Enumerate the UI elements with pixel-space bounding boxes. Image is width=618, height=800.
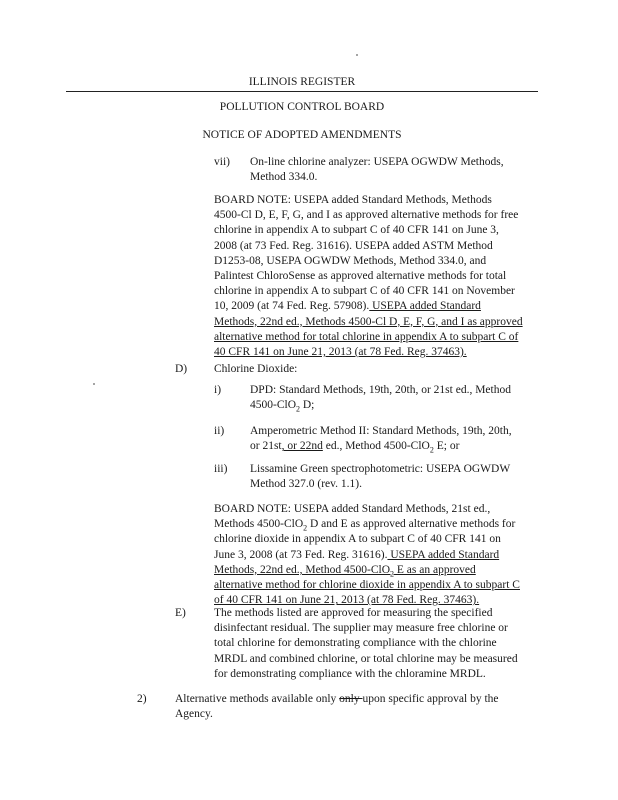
amendment-insert: USEPA added Standard: [387, 548, 500, 561]
item-vii-label: vii): [214, 156, 230, 168]
amendment-insert: , or 22nd: [281, 440, 323, 453]
para-line: MRDL and combined chlorine, or total chlorine may be measured: [214, 652, 518, 665]
item-i-label: i): [214, 384, 222, 396]
item-ii-text: [250, 424, 512, 454]
item-line: Lissamine Green spectrophotometric: USEPA OGWDW: [250, 463, 511, 475]
text-run: Methods 4500-ClO: [214, 518, 304, 531]
notice-title: NOTICE OF ADOPTED AMENDMENTS: [202, 129, 402, 141]
note-line: chlorine dioxide in appendix A to subpart C of 40 CFR 141 on: [214, 533, 501, 546]
item-ii-label: ii): [214, 425, 225, 437]
text-run: June 3, 2008 (at 73 Fed. Reg. 31616).: [214, 548, 388, 561]
section-d-label: D): [175, 363, 188, 375]
amendment-insert: 40 CFR 141 on June 21, 2013 (at 78 Fed. Reg. 37463).: [214, 346, 467, 359]
text-run: Alternative methods available only: [175, 693, 340, 705]
para-line: total chlorine for demonstrating compliance with the chlorine: [214, 637, 497, 650]
note-line: [214, 548, 520, 563]
item-iii-label: iii): [214, 463, 228, 475]
board-note-1: [214, 193, 523, 360]
note-line: [214, 517, 520, 532]
item-line: [250, 439, 512, 454]
item-iii-text: [250, 462, 510, 492]
item-vii-line: On-line chlorine analyzer: USEPA OGWDW Methods,: [250, 156, 504, 168]
note-line: BOARD NOTE: USEPA added Standard Methods, Methods: [214, 194, 492, 206]
amendment-insert: alternative method for chlorine dioxide in appendix A to subpart C: [214, 579, 520, 592]
amendment-deletion: only: [339, 693, 363, 705]
board-note-2: [214, 502, 520, 608]
text-run: or 21st: [250, 440, 282, 453]
para-line: for demonstrating compliance with the chloramine MRDL.: [214, 667, 486, 680]
section-e-text: [214, 606, 518, 682]
item-i-text: [250, 383, 511, 413]
item-line: Method 327.0 (rev. 1.1).: [250, 478, 362, 491]
note-line: chlorine in appendix A to subpart C of 40 CFR 141 on November: [214, 285, 515, 298]
text-run: ed., Method 4500-ClO: [322, 440, 430, 453]
note-line: [214, 299, 523, 314]
para-line: [175, 692, 499, 707]
item-line: DPD: Standard Methods, 19th, 20th, or 21st ed., Method: [250, 384, 511, 396]
amendment-insert: [214, 563, 520, 578]
note-line: chlorine in appendix A to subpart C of 40 CFR 141 on June 3,: [214, 224, 499, 237]
scan-speck: [356, 54, 358, 56]
note-line: D1253-08, USEPA OGWDW Methods, Method 334.0, and: [214, 254, 487, 267]
subscript: 2: [296, 404, 300, 414]
para-line: disinfectant residual. The supplier may measure free chlorine or: [214, 622, 508, 635]
item-line: Amperometric Method II: Standard Methods, 19th, 20th,: [250, 425, 512, 437]
section-2-label: 2): [137, 693, 147, 705]
para-line: The methods listed are approved for measuring the specified: [214, 607, 493, 619]
note-text: 10, 2009 (at 74 Fed. Reg. 57908).: [214, 300, 370, 313]
item-vii-line: Method 334.0.: [250, 171, 318, 184]
subscript: 2: [303, 523, 308, 533]
section-2-text: [175, 692, 499, 722]
header-rule: [66, 91, 538, 92]
section-e-label: E): [175, 607, 186, 619]
amendment-insert: of 40 CFR 141 on June 21, 2013 (at 78 Fed. Reg. 37463).: [214, 594, 480, 607]
note-line: 4500-Cl D, E, F, G, and I as approved alternative methods for free: [214, 209, 519, 222]
scan-speck: [93, 383, 95, 385]
text-run: E; or: [433, 440, 460, 453]
board-title: POLLUTION CONTROL BOARD: [219, 101, 385, 113]
section-d-title: Chlorine Dioxide:: [214, 363, 298, 375]
item-vii-text: [250, 155, 504, 185]
subscript: 2: [390, 569, 395, 579]
text-run: upon specific approval by the: [362, 693, 499, 705]
para-line: Agency.: [175, 708, 213, 721]
subscript: 2: [429, 445, 434, 455]
note-line: 2008 (at 73 Fed. Reg. 31616). USEPA added ASTM Method: [214, 239, 493, 252]
register-title: ILLINOIS REGISTER: [248, 76, 356, 88]
amendment-insert: alternative method for total chlorine in appendix A to subpart C of: [214, 330, 519, 343]
item-line: [250, 398, 511, 413]
amendment-insert: USEPA added Standard: [369, 300, 481, 313]
note-line: BOARD NOTE: USEPA added Standard Methods, 21st ed.,: [214, 503, 491, 515]
text-run: 4500-ClO: [250, 399, 296, 412]
text-run: D;: [300, 399, 315, 412]
text-run: D and E as approved alternative methods for: [307, 518, 516, 531]
text-run: E as an approved: [394, 563, 476, 576]
note-line: Palintest ChloroSense as approved alternative methods for total: [214, 270, 507, 283]
amendment-insert: Methods, 22nd ed., Methods 4500-Cl D, E, F, G, and I as approved: [214, 315, 523, 328]
text-run: Methods, 22nd ed., Method 4500-ClO: [214, 563, 391, 576]
